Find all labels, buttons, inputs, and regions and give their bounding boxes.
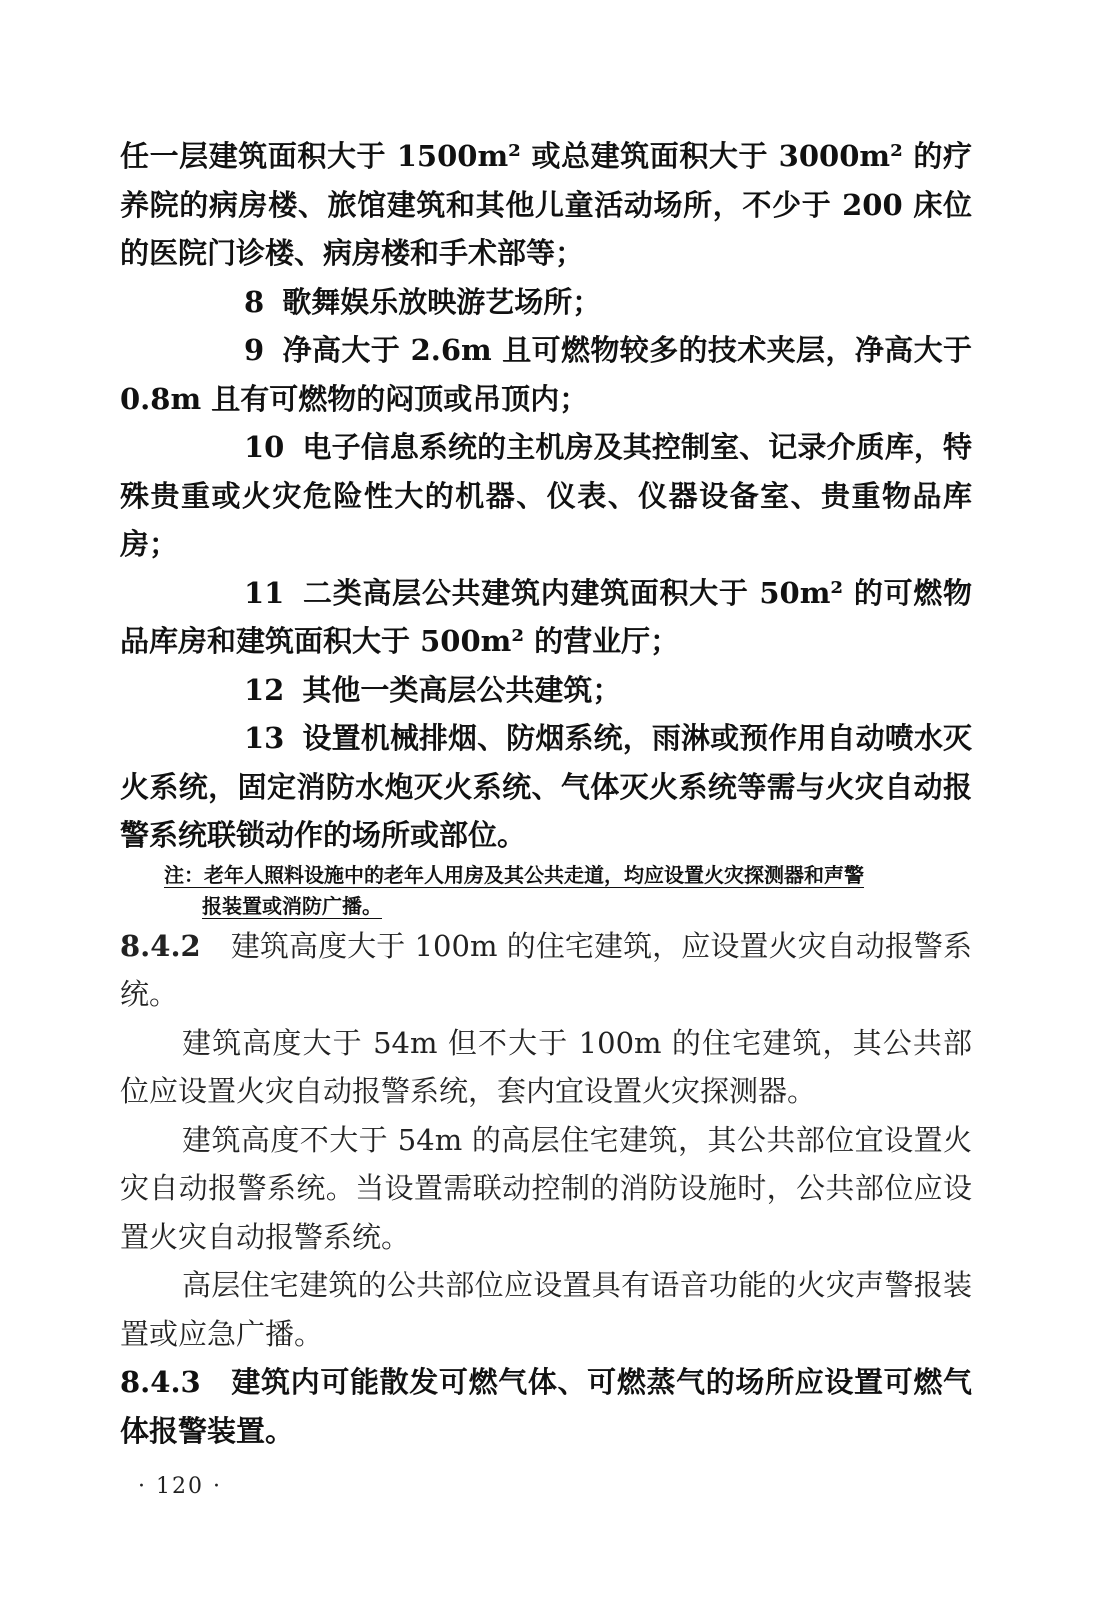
item-text: 净高大于 2.6m 且可燃物较多的技术夹层，净高大于 0.8m 且有可燃物的闷顶或吊顶内； [120, 333, 972, 416]
list-item-9 [120, 326, 972, 423]
item-number: 8 [244, 284, 265, 319]
clause-number: 8.4.3 [120, 1365, 201, 1399]
note-continuation [120, 891, 972, 922]
note-line-1: 注：老年人照料设施中的老年人用房及其公共走道，均应设置火灾探测器和声警 [164, 862, 864, 887]
item-number: 9 [244, 333, 265, 367]
item-number: 12 [244, 672, 285, 707]
note [120, 860, 972, 891]
item-number: 13 [244, 721, 285, 755]
item-text: 歌舞娱乐放映游艺场所； [282, 284, 602, 319]
clause-number: 8.4.2 [120, 928, 201, 963]
item-text: 电子信息系统的主机房及其控制室、记录介质库，特殊贵重或火灾危险性大的机器、仪表、仪器设备室、贵重物品库房； [120, 430, 972, 561]
clause-text: 建筑内可能散发可燃气体、可燃蒸气的场所应设置可燃气体报警装置。 [120, 1365, 972, 1448]
item-text: 二类高层公共建筑内建筑面积大于 50m² 的可燃物品库房和建筑面积大于 500m² 的营业厅； [120, 575, 972, 658]
item-number: 11 [244, 575, 285, 610]
item-7-continuation: 任一层建筑面积大于 1500m² 或总建筑面积大于 3000m² 的疗养院的病房楼、旅馆建筑和其他儿童活动场所，不少于 200 床位的医院门诊楼、病房楼和手术部等； [120, 139, 972, 270]
list-item-8 [120, 278, 972, 327]
page-number: · 120 · [138, 1474, 222, 1499]
clause-8-4-2-para-2: 建筑高度大于 54m 但不大于 100m 的住宅建筑，其公共部位应设置火灾自动报警系统，套内宜设置火灾探测器。 [120, 1025, 972, 1108]
note-line-2: 报装置或消防广播。 [202, 893, 382, 918]
list-item-12 [120, 666, 972, 715]
list-item-13 [120, 714, 972, 860]
clause-8-4-2 [120, 922, 972, 1019]
clause-8-4-3 [120, 1358, 972, 1455]
page-body [120, 132, 972, 1455]
clause-8-4-2-para-4: 高层住宅建筑的公共部位应设置具有语音功能的火灾声警报装置或应急广播。 [120, 1268, 972, 1351]
item-text: 其他一类高层公共建筑； [302, 672, 622, 707]
clause-text: 建筑高度大于 100m 的住宅建筑，应设置火灾自动报警系统。 [120, 928, 972, 1011]
list-item-10 [120, 423, 972, 569]
clause-8-4-2-para-3: 建筑高度不大于 54m 的高层住宅建筑，其公共部位宜设置火灾自动报警系统。当设置需联动控制的消防设施时，公共部位应设置火灾自动报警系统。 [120, 1122, 972, 1254]
list-item-11 [120, 569, 972, 666]
item-number: 10 [244, 430, 285, 464]
item-text: 设置机械排烟、防烟系统，雨淋或预作用自动喷水灭火系统，固定消防水炮灭火系统、气体灭火系统等需与火灾自动报警系统联锁动作的场所或部位。 [120, 721, 972, 852]
